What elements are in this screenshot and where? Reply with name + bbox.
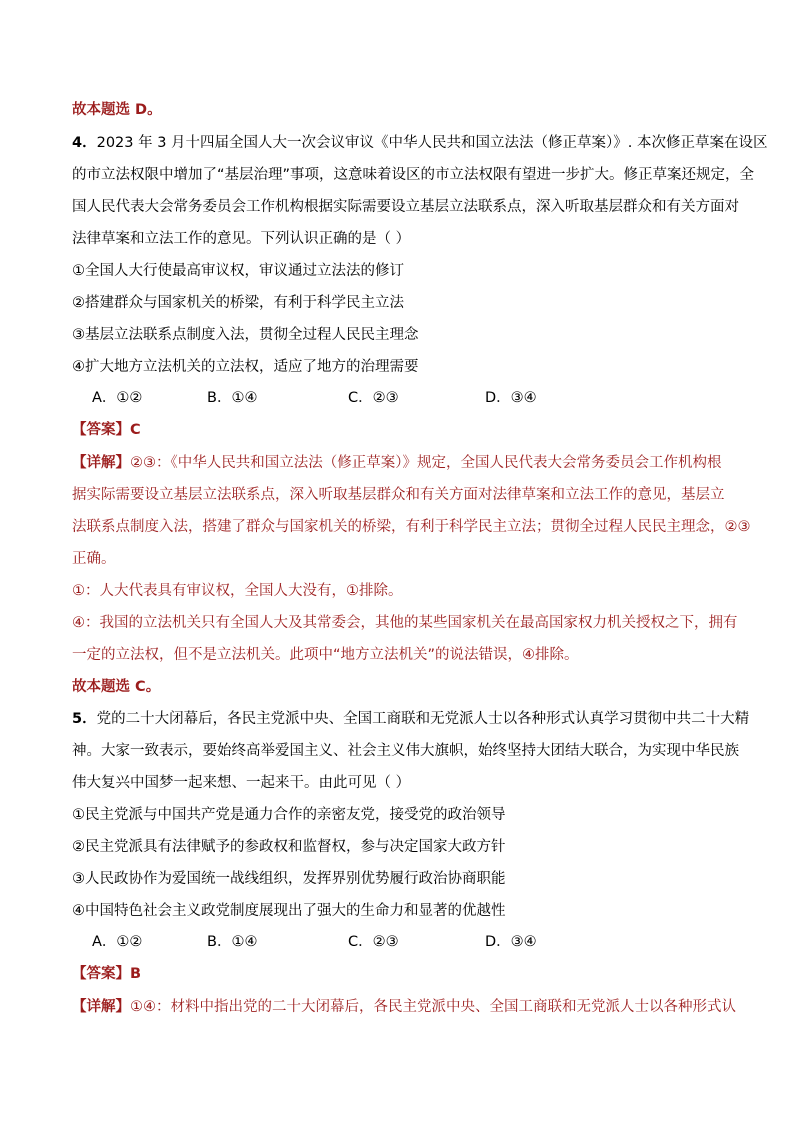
- answer-value: C: [130, 422, 141, 438]
- q4-choice-b: B．①④: [207, 390, 258, 406]
- q5-detail-line: [72, 997, 736, 1017]
- q4-detail-line: [72, 453, 722, 473]
- q5-choice-b: B．①④: [207, 934, 258, 950]
- q4-choice-d: D．③④: [485, 390, 537, 406]
- q5-stem-line: 伟大复兴中国梦一起来想、一起来干。由此可见（ ）: [72, 775, 411, 791]
- q4-choice-a: A．①②: [92, 390, 143, 406]
- q4-stem-line: 的市立法权限中增加了“基层治理”事项，这意味着设区的市立法权限有望进一步扩大。修正草案还规定，全: [72, 167, 755, 183]
- q5-stem-text: 党的二十大闭幕后，各民主党派中央、全国工商联和无党派人士以各种形式认真学习贯彻中共二十大精: [96, 711, 750, 727]
- answer-value: B: [130, 966, 142, 982]
- q4-option: ②搭建群众与国家机关的桥梁，有利于科学民主立法: [72, 295, 404, 311]
- q5-stem-line: 神。大家一致表示，要始终高举爱国主义、社会主义伟大旗帜，始终坚持大团结大联合，为实现中华民族: [72, 743, 739, 759]
- q4-stem-text: 2023 年 3 月十四届全国人大一次会议审议《中华人民共和国立法法（修正草案）》. 本次修正草案在设区: [96, 135, 768, 151]
- q4-detail-line: 据实际需要设立基层立法联系点，深入听取基层群众和有关方面对法律草案和立法工作的意见，基层立: [72, 487, 725, 503]
- q5-choice-c: C．②③: [348, 934, 399, 950]
- q4-option: ③基层立法联系点制度入法，贯彻全过程人民民主理念: [72, 327, 419, 343]
- q5-number: 5．: [72, 711, 97, 727]
- detail-text: ②③：《中华人民共和国立法法（修正草案）》规定，全国人民代表大会常务委员会工作机构根: [130, 455, 722, 471]
- q4-detail-line: 法联系点制度入法，搭建了群众与国家机关的桥梁，有利于科学民主立法；贯彻全过程人民民主理念，②③: [72, 519, 751, 535]
- q5-choice-d: D．③④: [485, 934, 537, 950]
- q5-choice-a: A．①②: [92, 934, 143, 950]
- prev-conclusion: 故本题选 D。: [72, 102, 162, 118]
- q5-option: ④中国特色社会主义政党制度展现出了强大的生命力和显著的优越性: [72, 903, 506, 919]
- q4-conclusion: 故本题选 C。: [72, 679, 161, 695]
- q5-answer: [72, 964, 141, 984]
- q4-choice-c: C．②③: [348, 390, 399, 406]
- q4-exclude-line: ①：人大代表具有审议权，全国人大没有，①排除。: [72, 583, 403, 599]
- q4-option: ④扩大地方立法机关的立法权，适应了地方的治理需要: [72, 359, 419, 375]
- detail-label: 【详解】: [72, 999, 130, 1015]
- detail-label: 【详解】: [72, 455, 130, 471]
- q4-option: ①全国人大行使最高审议权，审议通过立法法的修订: [72, 263, 404, 279]
- q4-stem-line: 国人民代表大会常务委员会工作机构根据实际需要设立基层立法联系点，深入听取基层群众和有关方面对: [72, 199, 739, 215]
- q4-number: 4．: [72, 135, 97, 151]
- answer-label: 【答案】: [72, 966, 130, 982]
- q5-option: ①民主党派与中国共产党是通力合作的亲密友党，接受党的政治领导: [72, 807, 506, 823]
- q4-stem-line: 法律草案和立法工作的意见。下列认识正确的是（ ）: [72, 231, 411, 247]
- q4-exclude-line: ④：我国的立法机关只有全国人大及其常委会，其他的某些国家机关在最高国家权力机关授权之下，拥有: [72, 615, 738, 631]
- q5-option: ③人民政协作为爱国统一战线组织，发挥界别优势履行政治协商职能: [72, 871, 506, 887]
- q5-stem-line: [72, 709, 749, 729]
- detail-text: ①④：材料中指出党的二十大闭幕后，各民主党派中央、全国工商联和无党派人士以各种形式认: [130, 999, 736, 1015]
- answer-label: 【答案】: [72, 422, 130, 438]
- q5-option: ②民主党派具有法律赋予的参政权和监督权，参与决定国家大政方针: [72, 839, 506, 855]
- q4-detail-line: 正确。: [72, 551, 116, 567]
- q4-exclude-line: 一定的立法权，但不是立法机关。此项中“地方立法机关”的说法错误，④排除。: [72, 647, 579, 663]
- q4-answer: [72, 420, 141, 440]
- q4-stem-line: [72, 133, 768, 153]
